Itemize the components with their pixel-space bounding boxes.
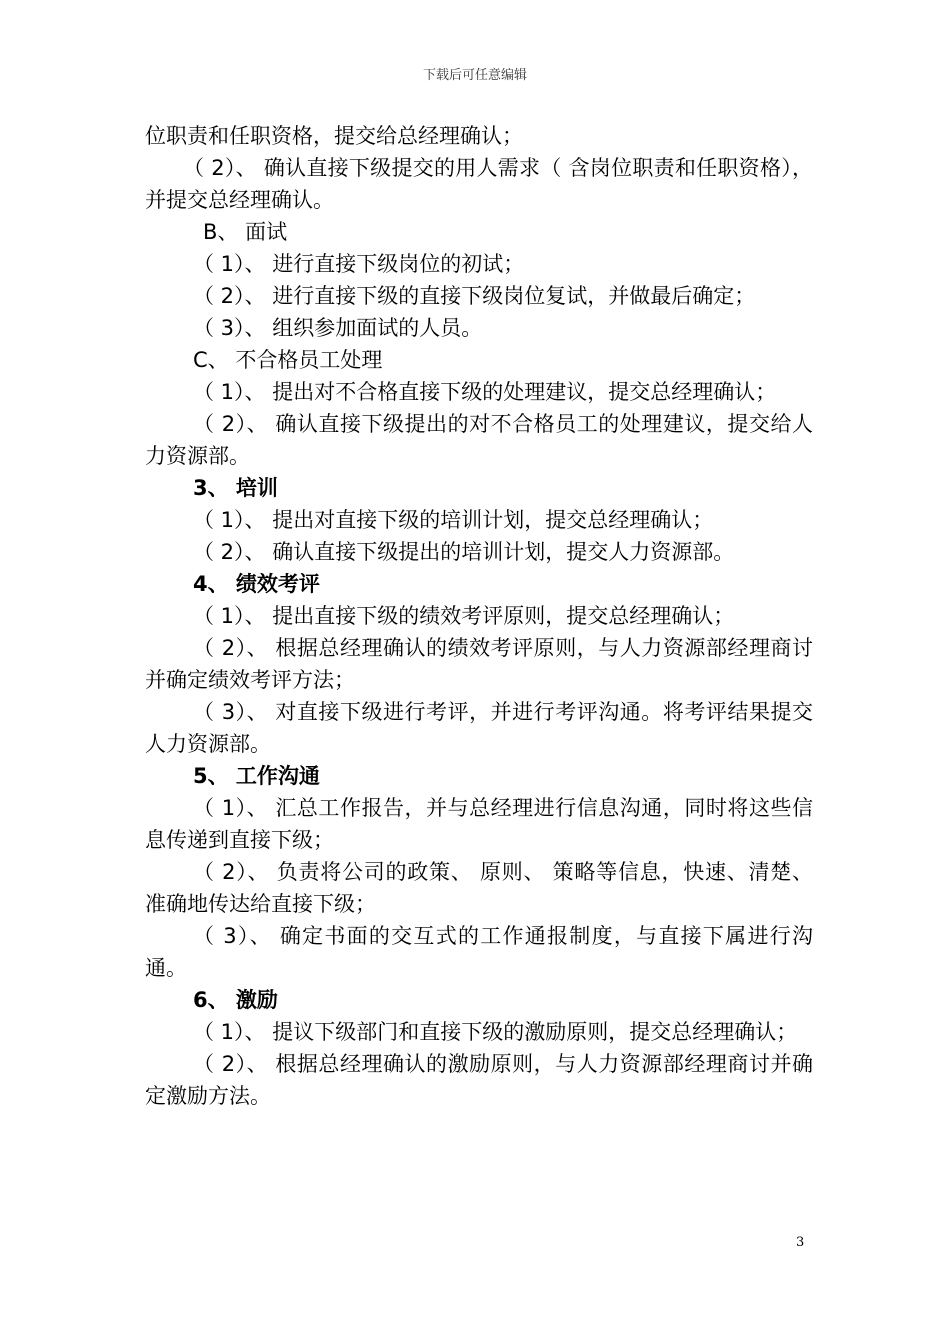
list-item: （ 1）、 提出对直接下级的培训计划，提交总经理确认；: [193, 508, 714, 532]
page-header: 下载后可任意编辑: [422, 68, 527, 83]
list-item: （ 1）、 提议下级部门和直接下级的激励原则，提交总经理确认；: [193, 1020, 798, 1044]
page-number: 3: [796, 1235, 805, 1250]
section-heading: 5、 工作沟通: [193, 764, 320, 788]
list-item: （ 2）、 进行直接下级的直接下级岗位复试，并做最后确定；: [193, 284, 756, 308]
list-item: （ 2）、 确认直接下级提出的对不合格员工的处理建议，提交给人力资源部。: [145, 412, 813, 468]
list-item: （ 1）、 提出对不合格直接下级的处理建议，提交总经理确认；: [193, 380, 777, 404]
list-item: （ 3）、 组织参加面试的人员。: [193, 316, 483, 340]
section-heading: 4、 绩效考评: [193, 572, 320, 596]
section-heading: 6、 激励: [193, 988, 278, 1012]
list-item: （ 2）、 负责将公司的政策、 原则、 策略等信息，快速、清楚、 准确地传达给直接下级；: [145, 860, 813, 916]
subsection-heading: B、 面试: [203, 220, 288, 244]
paragraph: 位职责和任职资格，提交给总经理确认；: [145, 124, 523, 148]
list-item: （ 1）、 汇总工作报告，并与总经理进行信息沟通，同时将这些信息传递到直接下级；: [145, 796, 813, 852]
list-item: （ 2）、 确认直接下级提出的培训计划，提交人力资源部。: [193, 540, 735, 564]
list-item: （ 2）、 确认直接下级提交的用人需求（ 含岗位职责和任职资格），并提交总经理确认。: [145, 156, 813, 212]
subsection-heading: C、 不合格员工处理: [193, 348, 383, 372]
list-item: （ 1）、 进行直接下级岗位的初试；: [193, 252, 525, 276]
list-item: （ 3）、 对直接下级进行考评，并进行考评沟通。将考评结果提交人力资源部。: [145, 700, 813, 756]
document-body: [145, 120, 813, 1112]
list-item: （ 1）、 提出直接下级的绩效考评原则，提交总经理确认；: [193, 604, 735, 628]
list-item: （ 3）、 确定书面的交互式的工作通报制度，与直接下属进行沟通。: [145, 924, 813, 980]
section-heading: 3、 培训: [193, 476, 278, 500]
list-item: （ 2）、 根据总经理确认的激励原则，与人力资源部经理商讨并确定激励方法。: [145, 1052, 813, 1108]
list-item: （ 2）、 根据总经理确认的绩效考评原则，与人力资源部经理商讨并确定绩效考评方法；: [145, 636, 813, 692]
